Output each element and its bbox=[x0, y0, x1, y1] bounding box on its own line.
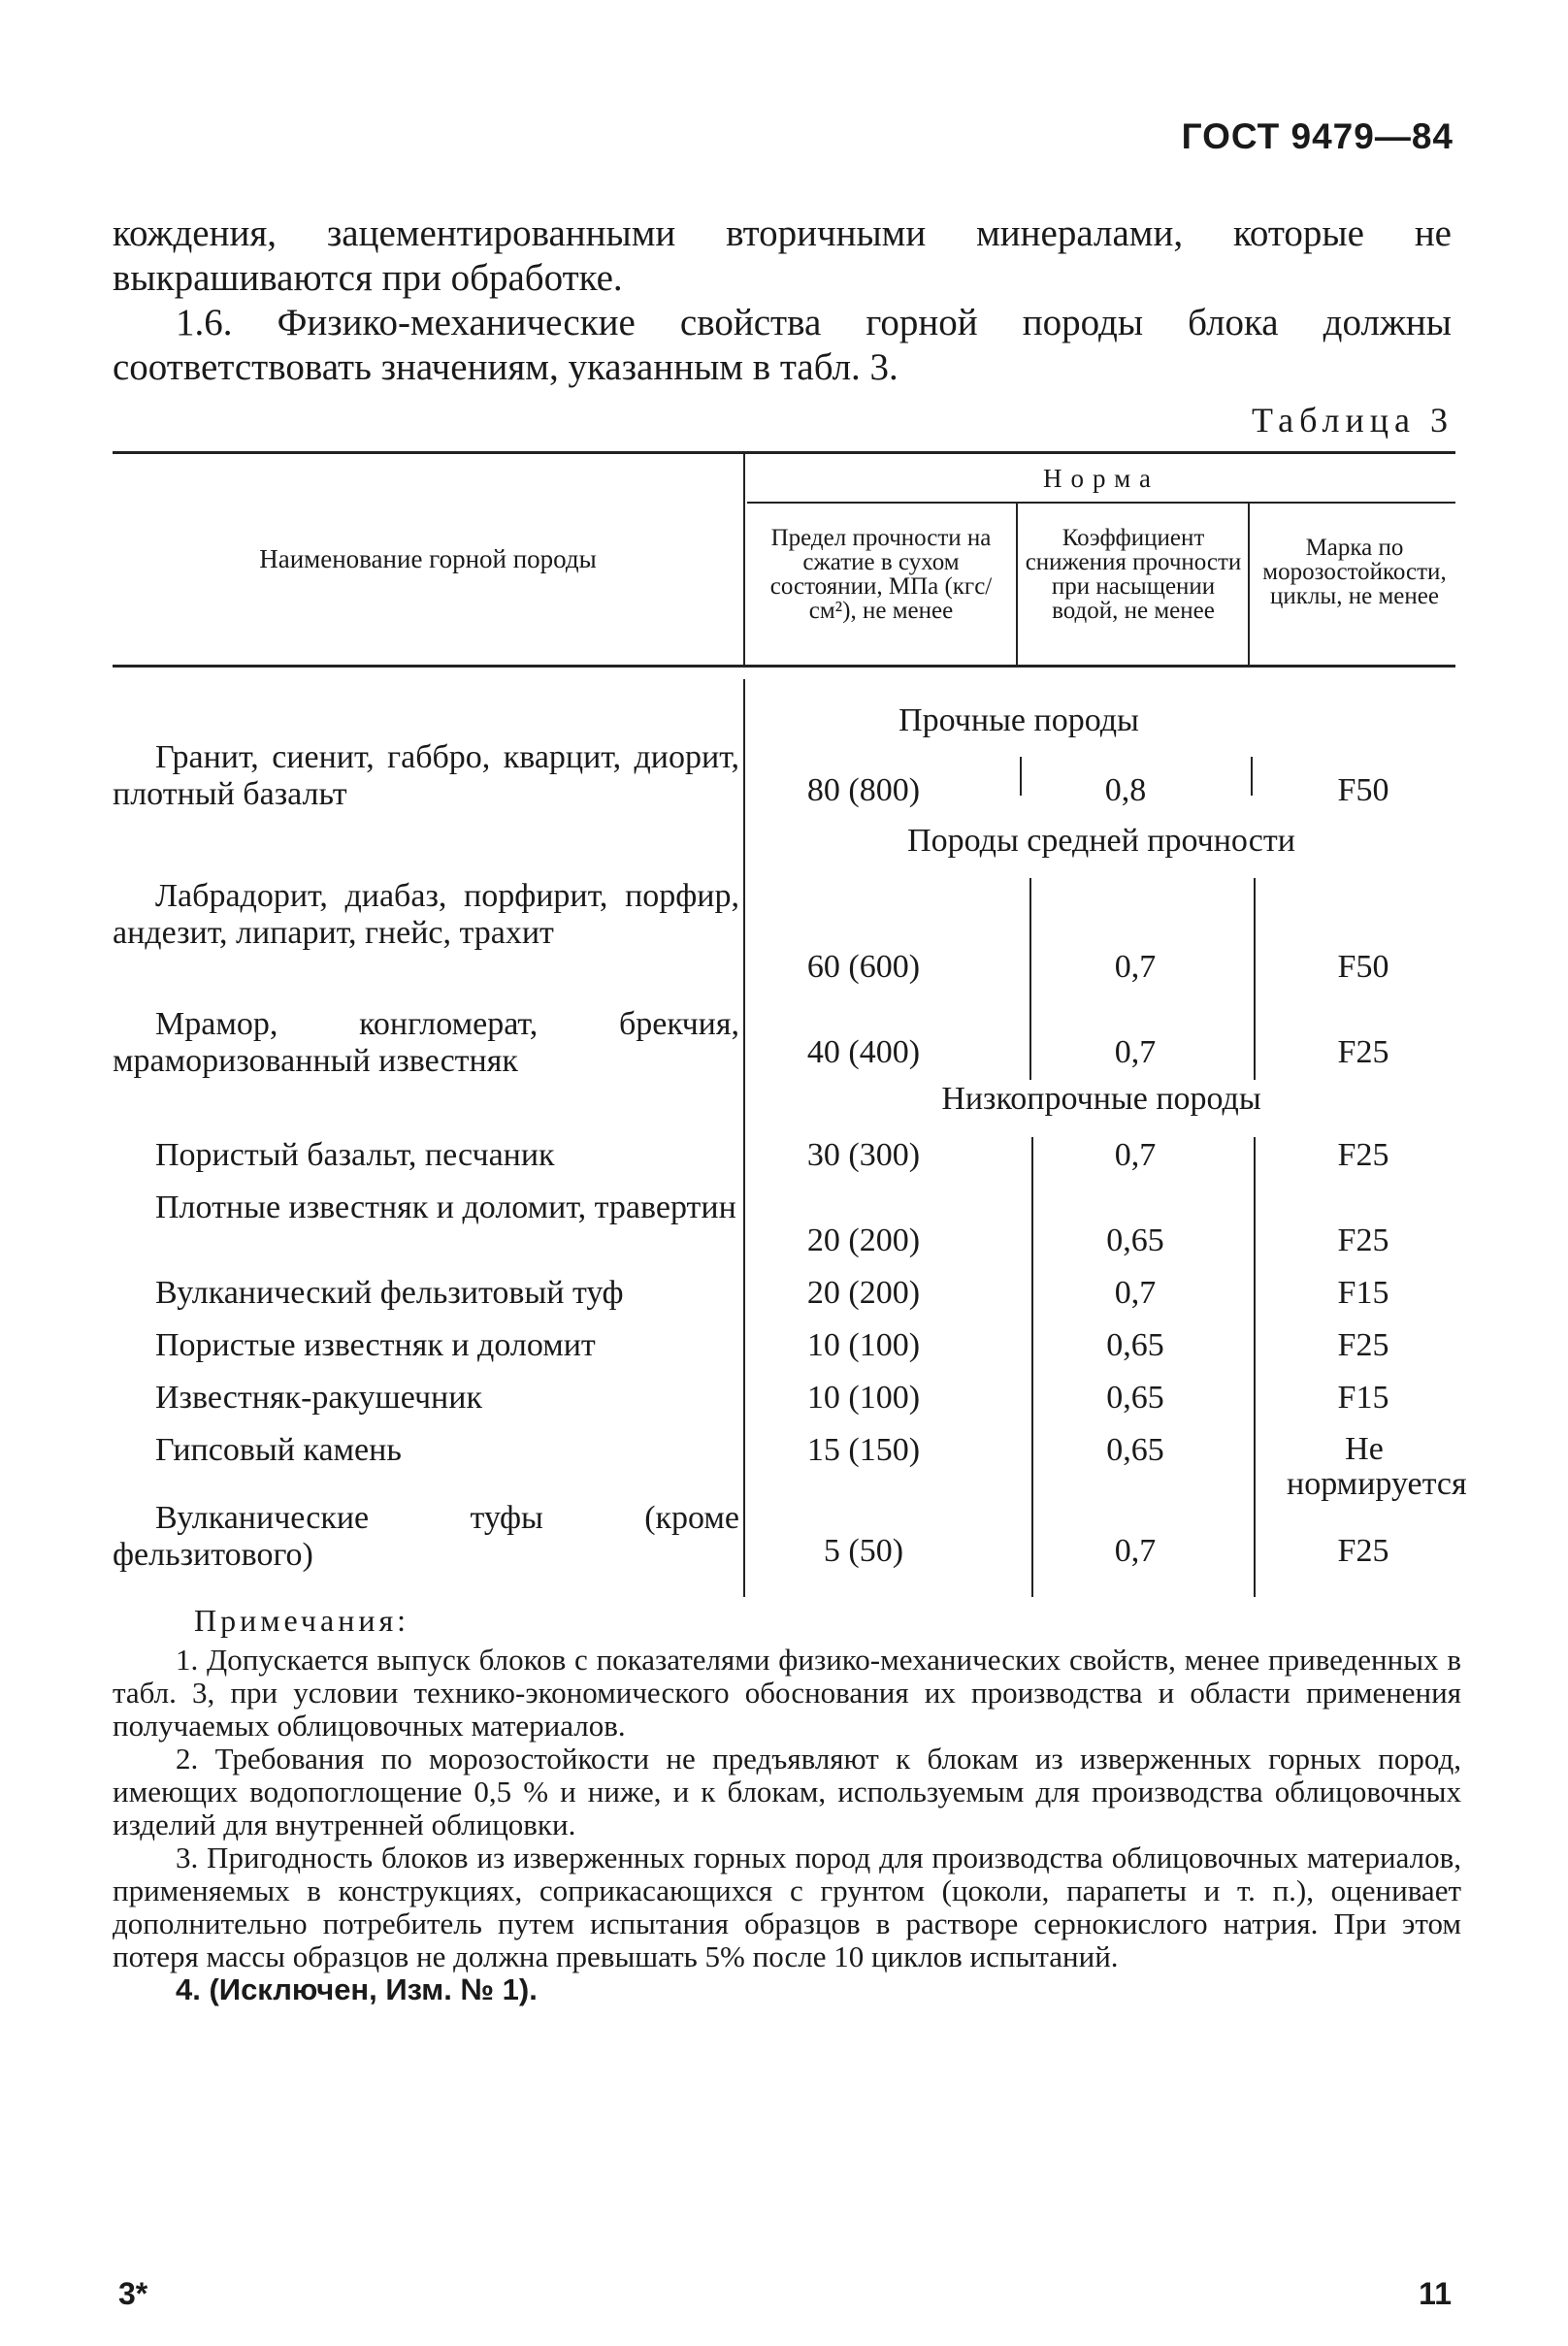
table-row bbox=[113, 1189, 739, 1226]
notes-title: Примечания: bbox=[194, 1603, 410, 1638]
note-4: 4. (Исключен, Изм. № 1). bbox=[176, 1972, 538, 2006]
row-frost: F25 bbox=[1337, 1137, 1389, 1173]
row-strength: 10 (100) bbox=[806, 1380, 921, 1416]
row-coefficient: 0,8 bbox=[1104, 772, 1147, 808]
table-caption: Таблица 3 bbox=[1252, 401, 1454, 440]
row-coefficient: 0,7 bbox=[1114, 1137, 1157, 1173]
header-name: Наименование горной породы bbox=[259, 544, 597, 573]
row-frost: Не нормируется bbox=[1287, 1431, 1467, 1502]
row-coefficient: 0,7 bbox=[1114, 1533, 1157, 1569]
row-name: Лабрадорит, диабаз, порфирит, порфир, андезит, липарит, гнейс, трахит bbox=[113, 878, 739, 951]
body-divider-g1-a bbox=[1020, 757, 1022, 796]
table-row bbox=[113, 1380, 739, 1417]
intro-text bbox=[113, 212, 1452, 390]
row-strength: 30 (300) bbox=[806, 1137, 921, 1173]
header-norma: Норма bbox=[1043, 464, 1160, 493]
standard-code: ГОСТ 9479—84 bbox=[1181, 116, 1454, 156]
intro-paragraph-2: 1.6. Физико-механические свойства горной породы блока должны соответствовать значениям, указанным в табл. 3. bbox=[113, 302, 1452, 388]
row-strength: 60 (600) bbox=[806, 949, 921, 985]
header-frost: Марка по морозостойкости, циклы, не менее bbox=[1262, 535, 1447, 609]
header-divider-1 bbox=[743, 454, 745, 665]
body-divider-g3-b bbox=[1254, 1137, 1256, 1597]
row-frost: F25 bbox=[1337, 1327, 1389, 1363]
table-row bbox=[113, 1006, 739, 1080]
row-name: Вулканический фельзитовый туф bbox=[155, 1275, 624, 1311]
row-coefficient: 0,65 bbox=[1106, 1222, 1164, 1258]
norma-rule bbox=[747, 502, 1455, 504]
note-2: 2. Требования по морозостойкости не предъявляют к блокам из изверженных горных пород, имеющих водопоглощение 0,5 % и ниже, и к блокам, используемым для производства облицовочных изделий для внутренней облицовки. bbox=[113, 1742, 1461, 1841]
notes-body bbox=[113, 1644, 1461, 2006]
row-name: Пористые известняк и доломит bbox=[155, 1327, 596, 1363]
intro-paragraph-1: кождения, зацементированными вторичными минералами, которые не выкрашиваются при обработке. bbox=[113, 212, 1452, 299]
body-divider-left bbox=[743, 679, 745, 1597]
row-name: Мрамор, конгломерат, брекчия, мраморизованный известняк bbox=[113, 1006, 739, 1079]
row-strength: 20 (200) bbox=[806, 1222, 921, 1258]
row-strength: 5 (50) bbox=[823, 1533, 904, 1569]
row-name: Гипсовый камень bbox=[155, 1432, 402, 1468]
row-strength: 80 (800) bbox=[806, 772, 921, 808]
row-name: Гранит, сиенит, габбро, кварцит, диорит, плотный базальт bbox=[113, 739, 739, 812]
table-row bbox=[113, 1500, 739, 1574]
row-coefficient: 0,65 bbox=[1106, 1327, 1164, 1363]
table-top-rule bbox=[113, 451, 1455, 454]
row-coefficient: 0,7 bbox=[1114, 949, 1157, 985]
row-name: Пористый базальт, песчаник bbox=[155, 1137, 555, 1173]
row-strength: 15 (150) bbox=[806, 1432, 921, 1468]
header-bottom-rule bbox=[113, 665, 1455, 668]
row-name: Плотные известняк и доломит, травертин bbox=[155, 1189, 736, 1225]
row-strength: 20 (200) bbox=[806, 1275, 921, 1311]
body-divider-g1-b bbox=[1251, 757, 1253, 796]
table-row bbox=[113, 878, 739, 952]
row-strength: 10 (100) bbox=[806, 1327, 921, 1363]
row-frost: F25 bbox=[1337, 1222, 1389, 1258]
row-frost: F15 bbox=[1337, 1380, 1389, 1416]
table-row bbox=[113, 739, 739, 813]
row-frost: F50 bbox=[1337, 772, 1389, 808]
header-divider-2 bbox=[1016, 504, 1018, 665]
row-frost: F15 bbox=[1337, 1275, 1389, 1311]
row-coefficient: 0,65 bbox=[1106, 1432, 1164, 1468]
row-name: Известняк-ракушечник bbox=[155, 1380, 482, 1416]
table-row bbox=[113, 1275, 739, 1312]
row-name: Вулканические туфы (кроме фельзитового) bbox=[113, 1500, 739, 1573]
row-coefficient: 0,65 bbox=[1106, 1380, 1164, 1416]
body-divider-g2-a bbox=[1029, 878, 1031, 1080]
header-divider-3 bbox=[1248, 504, 1250, 665]
row-frost: F50 bbox=[1337, 949, 1389, 985]
table-row bbox=[113, 1432, 739, 1469]
group-heading-low: Низкопрочные породы bbox=[941, 1081, 1261, 1117]
row-coefficient: 0,7 bbox=[1114, 1275, 1157, 1311]
footer-signature: 3* bbox=[118, 2276, 148, 2311]
header-strength: Предел прочности на сжатие в сухом состоянии, МПа (кгс/см²), не менее bbox=[769, 525, 993, 624]
page-number: 11 bbox=[1419, 2276, 1452, 2311]
row-strength: 40 (400) bbox=[806, 1034, 921, 1070]
row-frost: F25 bbox=[1337, 1034, 1389, 1070]
row-coefficient: 0,7 bbox=[1114, 1034, 1157, 1070]
body-divider-g3-a bbox=[1031, 1137, 1033, 1597]
note-3: 3. Пригодность блоков из изверженных горных пород для производства облицовочных материалов, применяемых в конструкциях, соприкасающихся с грунтом (цоколи, парапеты и т. п.), оценивает дополнительно потребитель путем испытания образцов в растворе сернокислого натрия. При этом потеря массы образцов не должна превышать 5% после 10 циклов испытаний. bbox=[113, 1841, 1461, 1973]
body-divider-g2-b bbox=[1254, 878, 1256, 1080]
row-frost: F25 bbox=[1337, 1533, 1389, 1569]
note-1: 1. Допускается выпуск блоков с показателями физико-механических свойств, менее приведенных в табл. 3, при условии технико-экономического обоснования их производства и области применения получаемых облицовочных материалов. bbox=[113, 1643, 1461, 1743]
group-heading-strong: Прочные породы bbox=[898, 702, 1139, 738]
header-coefficient: Коэффициент снижения прочности при насыщении водой, не менее bbox=[1025, 525, 1242, 624]
table-row bbox=[113, 1327, 739, 1364]
group-heading-medium: Породы средней прочности bbox=[907, 823, 1295, 859]
table-row bbox=[113, 1137, 739, 1174]
